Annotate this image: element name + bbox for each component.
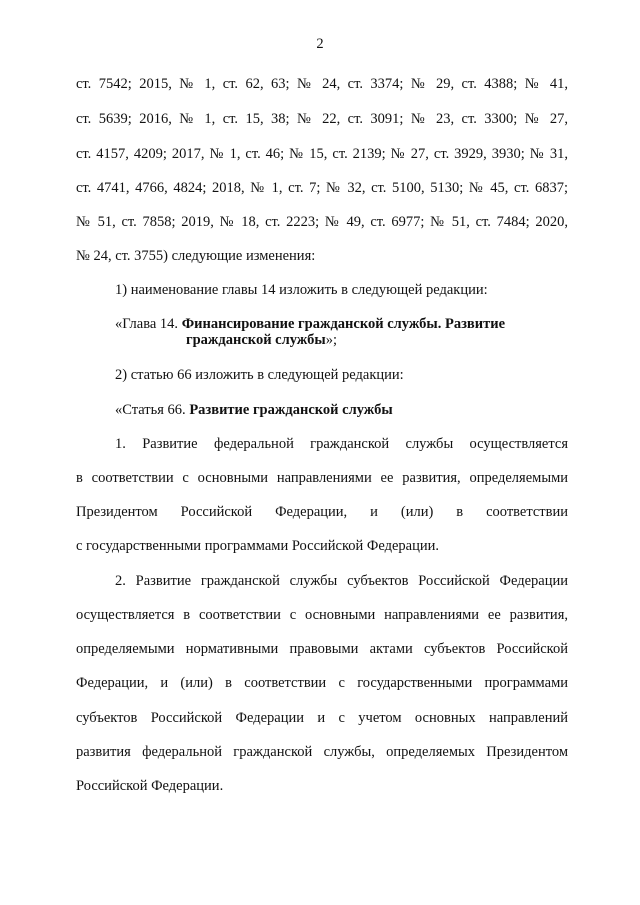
intro-line: ст. 4157, 4209; 2017, № 1, ст. 46; № 15, ст. 2139; № 27, ст. 3929, 3930; № 31, <box>76 146 568 162</box>
intro-line: ст. 7542; 2015, № 1, ст. 62, 63; № 24, ст. 3374; № 29, ст. 4388; № 41, <box>76 76 568 92</box>
article-title: Развитие гражданской службы <box>189 402 393 418</box>
chapter-heading-cont <box>186 331 568 349</box>
para2-line: субъектов Российской Федерации и с учетом основных направлений <box>76 710 568 726</box>
para2-line: Федерации, и (или) в соответствии с государственными программами <box>76 675 568 691</box>
para2-line: осуществляется в соответствии с основными направлениями ее развития, <box>76 607 568 623</box>
para2-line: развития федеральной гражданской службы, определяемых Президентом <box>76 744 568 760</box>
para1-line: 1. Развитие федеральной гражданской службы осуществляется <box>115 436 568 452</box>
intro-line: ст. 5639; 2016, № 1, ст. 15, 38; № 22, ст. 3091; № 23, ст. 3300; № 27, <box>76 111 568 127</box>
chapter-suffix: »; <box>325 332 337 348</box>
amendment-item-1: 1) наименование главы 14 изложить в следующей редакции: <box>115 282 488 298</box>
para2-line: определяемыми нормативными правовыми актами субъектов Российской <box>76 641 568 657</box>
para1-line: Президентом Российской Федерации, и (или) в соответствии <box>76 504 568 520</box>
para1-line: в соответствии с основными направлениями ее развития, определяемыми <box>76 470 568 486</box>
amendment-item-2: 2) статью 66 изложить в следующей редакции: <box>115 367 404 383</box>
intro-line: № 24, ст. 3755) следующие изменения: <box>76 248 316 264</box>
chapter-prefix: «Глава 14. <box>115 316 179 332</box>
article-prefix: «Статья 66. <box>115 402 186 418</box>
para1-line: с государственными программами Российской Федерации. <box>76 538 440 554</box>
chapter-title-line-2: гражданской службы <box>186 332 326 348</box>
intro-line: № 51, ст. 7858; 2019, № 18, ст. 2223; № 49, ст. 6977; № 51, ст. 7484; 2020, <box>76 214 568 230</box>
para2-line: Российской Федерации. <box>76 778 224 794</box>
page-number: 2 <box>316 36 324 52</box>
article-heading <box>115 401 568 419</box>
intro-line: ст. 4741, 4766, 4824; 2018, № 1, ст. 7; № 32, ст. 5100, 5130; № 45, ст. 6837; <box>76 180 568 196</box>
para2-line: 2. Развитие гражданской службы субъектов Российской Федерации <box>115 573 568 589</box>
chapter-title-line-1: Финансирование гражданской службы. Развитие <box>181 316 506 332</box>
